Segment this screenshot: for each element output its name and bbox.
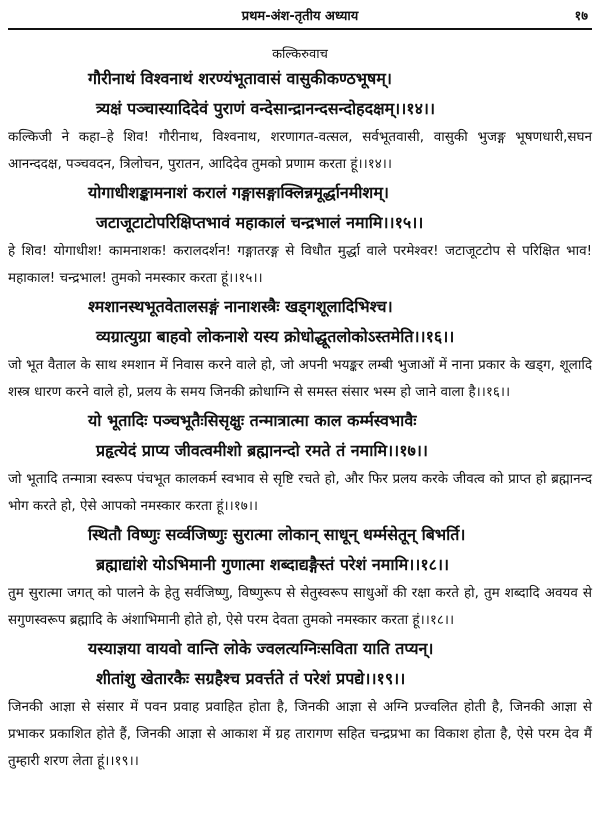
chapter-title: प्रथम-अंश-तृतीय अध्याय <box>241 9 359 24</box>
translation-17: जो भूतादि तन्मात्रा स्वरूप पंचभूत कालकर्म स्वभाव से सृष्टि रचते हो, और फिर प्रलय करके जीवत्व को प्राप्त हो ब्रह्मानन्द भोग करते हो, ऐसे आपको नमस्कार करता हूं।।१७।। <box>8 471 592 514</box>
verse-17 <box>8 406 592 466</box>
verse-line: योगाधीशङ्कामनाशं करालं गङ्गासङ्गाक्लिन्नमूर्द्धानमीशम्। <box>88 183 389 202</box>
verse-18 <box>8 520 592 580</box>
verse-line: जटाजूटाटोपरिक्षिप्तभावं महाकालं चन्द्रभालं नमामि।।१५।। <box>96 213 424 232</box>
page-number: १७ <box>574 9 588 24</box>
translation-16: जो भूत वैताल के साथ श्मशान में निवास करने वाले हो, जो अपनी भयङ्कर लम्बी भुजाओं में नाना प्रकार के खड्ग, शूलादि शस्त्र धारण करने वाले हो, प्रलय के समय जिनकी क्रोधाग्नि से समस्त संसार भस्म हो जाने वाला है।।१६।। <box>8 357 592 400</box>
verse-line: व्यग्रात्युग्रा बाहवो लोकनाशे यस्य क्रोधोद्धूतलोकोऽस्तमेति।।१६।। <box>96 327 455 346</box>
verse-line: शीतांशु खेतारकैः सग्रहैश्च प्रवर्त्तते तं परेशं प्रपद्ये।।१९।। <box>96 669 406 688</box>
verse-line: प्रहृत्येदं प्राप्य जीवत्वमीशो ब्रह्मानन्दो रमते तं नमामि।।१७।। <box>96 441 428 460</box>
translation-15: हे शिव! योगाधीश! कामनाशक! करालदर्शन! गङ्गातरङ्ग से विधौत मुर्द्धा वाले परमेश्वर! जटाजूटटोप से परिक्षित भाव! महाकाल! चन्द्रभाल! तुमको नमस्कार करता हूं।।१५।। <box>8 243 592 286</box>
verse-line: गौरीनाथं विश्वनाथं शरण्यंभूतावासं वासुकीकण्ठभूषम्। <box>88 69 392 88</box>
verse-15 <box>8 178 592 238</box>
verse-14 <box>8 64 592 124</box>
verse-line: स्थितौ विष्णुः सर्व्वजिष्णुः सुरात्मा लोकान् साधून् धर्म्मसेतून् बिभर्ति। <box>88 525 466 544</box>
verse-line: यस्याज्ञया वायवो वान्ति लोके ज्वलत्यग्निःसविता याति तप्यन्। <box>88 639 434 658</box>
verse-line: ब्रह्माद्यांशे योऽभिमानी गुणात्मा शब्दाद्यङ्गैस्तं परेशं नमामि।।१८।। <box>96 555 450 574</box>
translation-18: तुम सुरात्मा जगत् को पालने के हेतु सर्वजिष्णु, विष्णुरूप से सेतुस्वरूप साधुओं की रक्षा करते हो, तुम शब्दादि अवयव से सगुणस्वरूप ब्रह्मादि के अंशाभिमानी होते हो, ऐसे परम देवता तुमको नमस्कार करता हूं।।१८।। <box>8 585 592 628</box>
translation-14: कल्किजी ने कहा–हे शिव! गौरीनाथ, विश्वनाथ, शरणागत-वत्सल, सर्वभूतवासी, वासुकी भुजङ्ग भूषणधारी,सघन आनन्ददक्ष, पञ्चवदन, त्रिलोचन, पुरातन, आदिदेव तुमको प्रणाम करता हूं।।१४।। <box>8 129 592 172</box>
page-header <box>8 2 592 30</box>
section-title: कल्किरुवाच <box>272 47 328 62</box>
verse-19 <box>8 634 592 694</box>
verse-16 <box>8 292 592 352</box>
verse-line: यो भूतादिः पञ्चभूतैःसिसृक्षुः तन्मात्रात्मा काल कर्म्मस्वभावैः <box>88 411 417 430</box>
verse-line: श्मशानस्थभूतवेतालसङ्गं नानाशस्त्रैः खड्गशूलादिभिश्च। <box>88 297 393 316</box>
page-body <box>8 64 592 775</box>
verse-line: त्र्यक्षं पञ्चास्यादिदेवं पुराणं वन्देसान्द्रानन्दसन्दोहदक्षम्।।१४।। <box>96 99 436 118</box>
translation-19: जिनकी आज्ञा से संसार में पवन प्रवाह प्रवाहित होता है, जिनकी आज्ञा से अग्नि प्रज्वलित होती है, जिनकी आज्ञा से प्रभाकर प्रकाशित होते हैं, जिनकी आज्ञा से आकाश में ग्रह तारागण सहित चन्द्रप्रभा का विकाश होता है, ऐसे परम देव मैं तुम्हारी शरण लेता हूं।।१९।। <box>8 699 592 769</box>
